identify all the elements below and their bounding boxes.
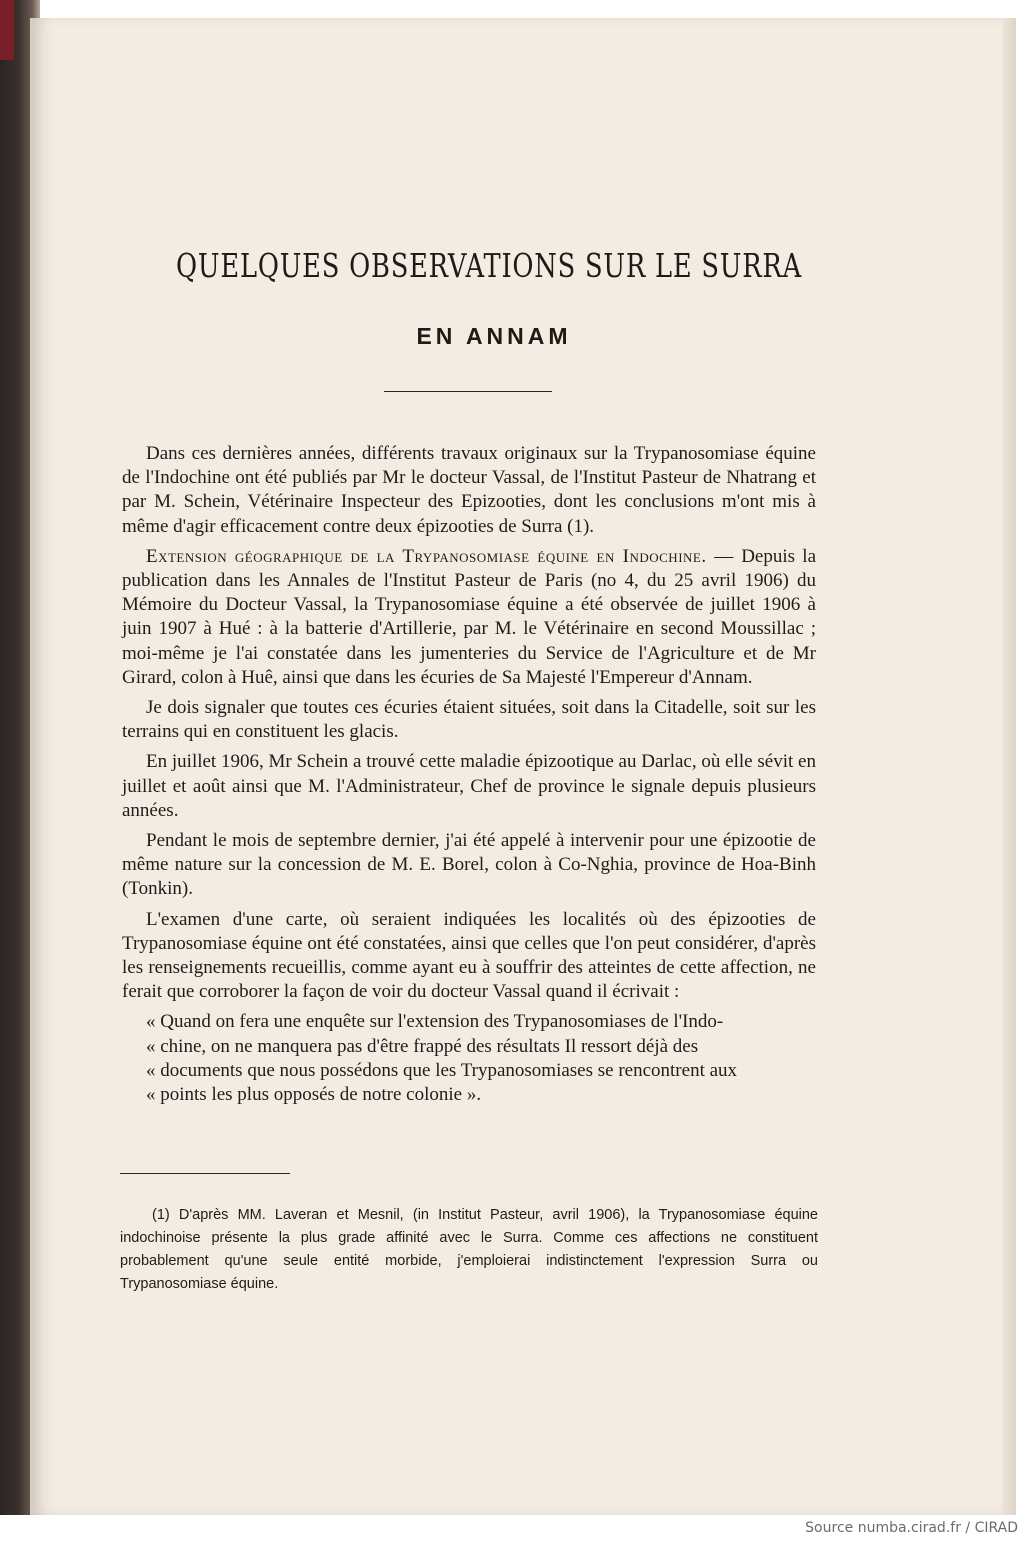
footnote xyxy=(120,1204,818,1296)
quote-line: « points les plus opposés de notre colonie ». xyxy=(146,1084,482,1106)
source-credit: Source numba.cirad.fr / CIRAD xyxy=(805,1520,1018,1536)
page-title: QUELQUES OBSERVATIONS SUR LE SURRA xyxy=(176,246,802,285)
paragraph-3: Je dois signaler que toutes ces écuries étaient situées, soit dans la Citadelle, soit sur les terrains qui en constituent les glacis. xyxy=(122,697,816,743)
paragraph-2-body: Depuis la publication dans les Annales de l'Institut Pasteur de Paris (no 4, du 25 avril 1906) du Mémoire du Docteur Vassal, la Trypanosomiase équine a été observée de juillet 1906 à juin 1907 à Hué : à la batterie d'Artillerie, par M. le Vétérinaire en second Moussillac ; moi-même je l'ai constatée dans les jumenteries du Service de l'Agriculture et de Mr Girard, colon à Huê, ainsi que dans les écuries de Sa Majesté l'Empereur d'Annam. xyxy=(122,545,817,688)
quote-line: « Quand on fera une enquête sur l'extension des Trypanosomiases de l'Indo- xyxy=(146,1011,724,1033)
page-subtitle: EN ANNAM xyxy=(416,323,572,349)
section-heading: Extension géographique de la Trypanosomiase équine en Indochine. — xyxy=(146,545,734,567)
page-edge xyxy=(1002,18,1016,1515)
paragraph-2 xyxy=(122,545,816,690)
paragraph-1: Dans ces dernières années, différents travaux originaux sur la Trypanosomiase équine de l'Indochine ont été publiés par Mr le docteur Vassal, de l'Institut Pasteur de Nhatrang et par M. Schein, Vétérinaire Inspecteur des Epizooties, dont les conclusions m'ont mis à même d'agir efficacement contre deux épizooties de Surra (1). xyxy=(122,443,816,537)
quote-line: « chine, on ne manquera pas d'être frappé des résultats Il ressort déjà des xyxy=(146,1035,699,1057)
paragraph-4: En juillet 1906, Mr Schein a trouvé cette maladie épizootique au Darlac, où elle sévit en juillet et août ainsi que M. l'Administrateur, Chef de province le signale depuis plusieurs années. xyxy=(122,751,816,821)
paragraph-5: Pendant le mois de septembre dernier, j'ai été appelé à intervenir pour une épizootie de même nature sur la concession de M. E. Borel, colon à Co-Nghia, province de Hoa-Binh (Tonkin). xyxy=(122,830,816,900)
footnote-divider xyxy=(120,1173,290,1174)
article-body xyxy=(122,442,816,1113)
footnote-text: (1) D'après MM. Laveran et Mesnil, (in Institut Pasteur, avril 1906), la Trypanosomiase équine indochinoise présente la plus grade affinité avec le Surra. Comme ces affections ne constituent probablement qu'une seule entité morbide, j'emploierai indistinctement l'expression Surra ou Trypanosomiase équine. xyxy=(120,1207,818,1292)
quote-line: « documents que nous possédons que les Trypanosomiases se rencontrent aux xyxy=(146,1059,738,1081)
document-page xyxy=(30,18,1016,1515)
binding-ribbon xyxy=(0,0,14,60)
quotation xyxy=(122,1010,816,1107)
paragraph-6: L'examen d'une carte, où seraient indiquées les localités où des épizooties de Trypanosomiase équine ont été constatées, ainsi que celles que l'on peut considérer, d'après les renseignements recueillis, comme ayant eu à souffrir des atteintes de cette affection, ne ferait que corroborer la façon de voir du docteur Vassal quand il écrivait : xyxy=(122,908,816,1003)
title-divider xyxy=(384,391,552,392)
